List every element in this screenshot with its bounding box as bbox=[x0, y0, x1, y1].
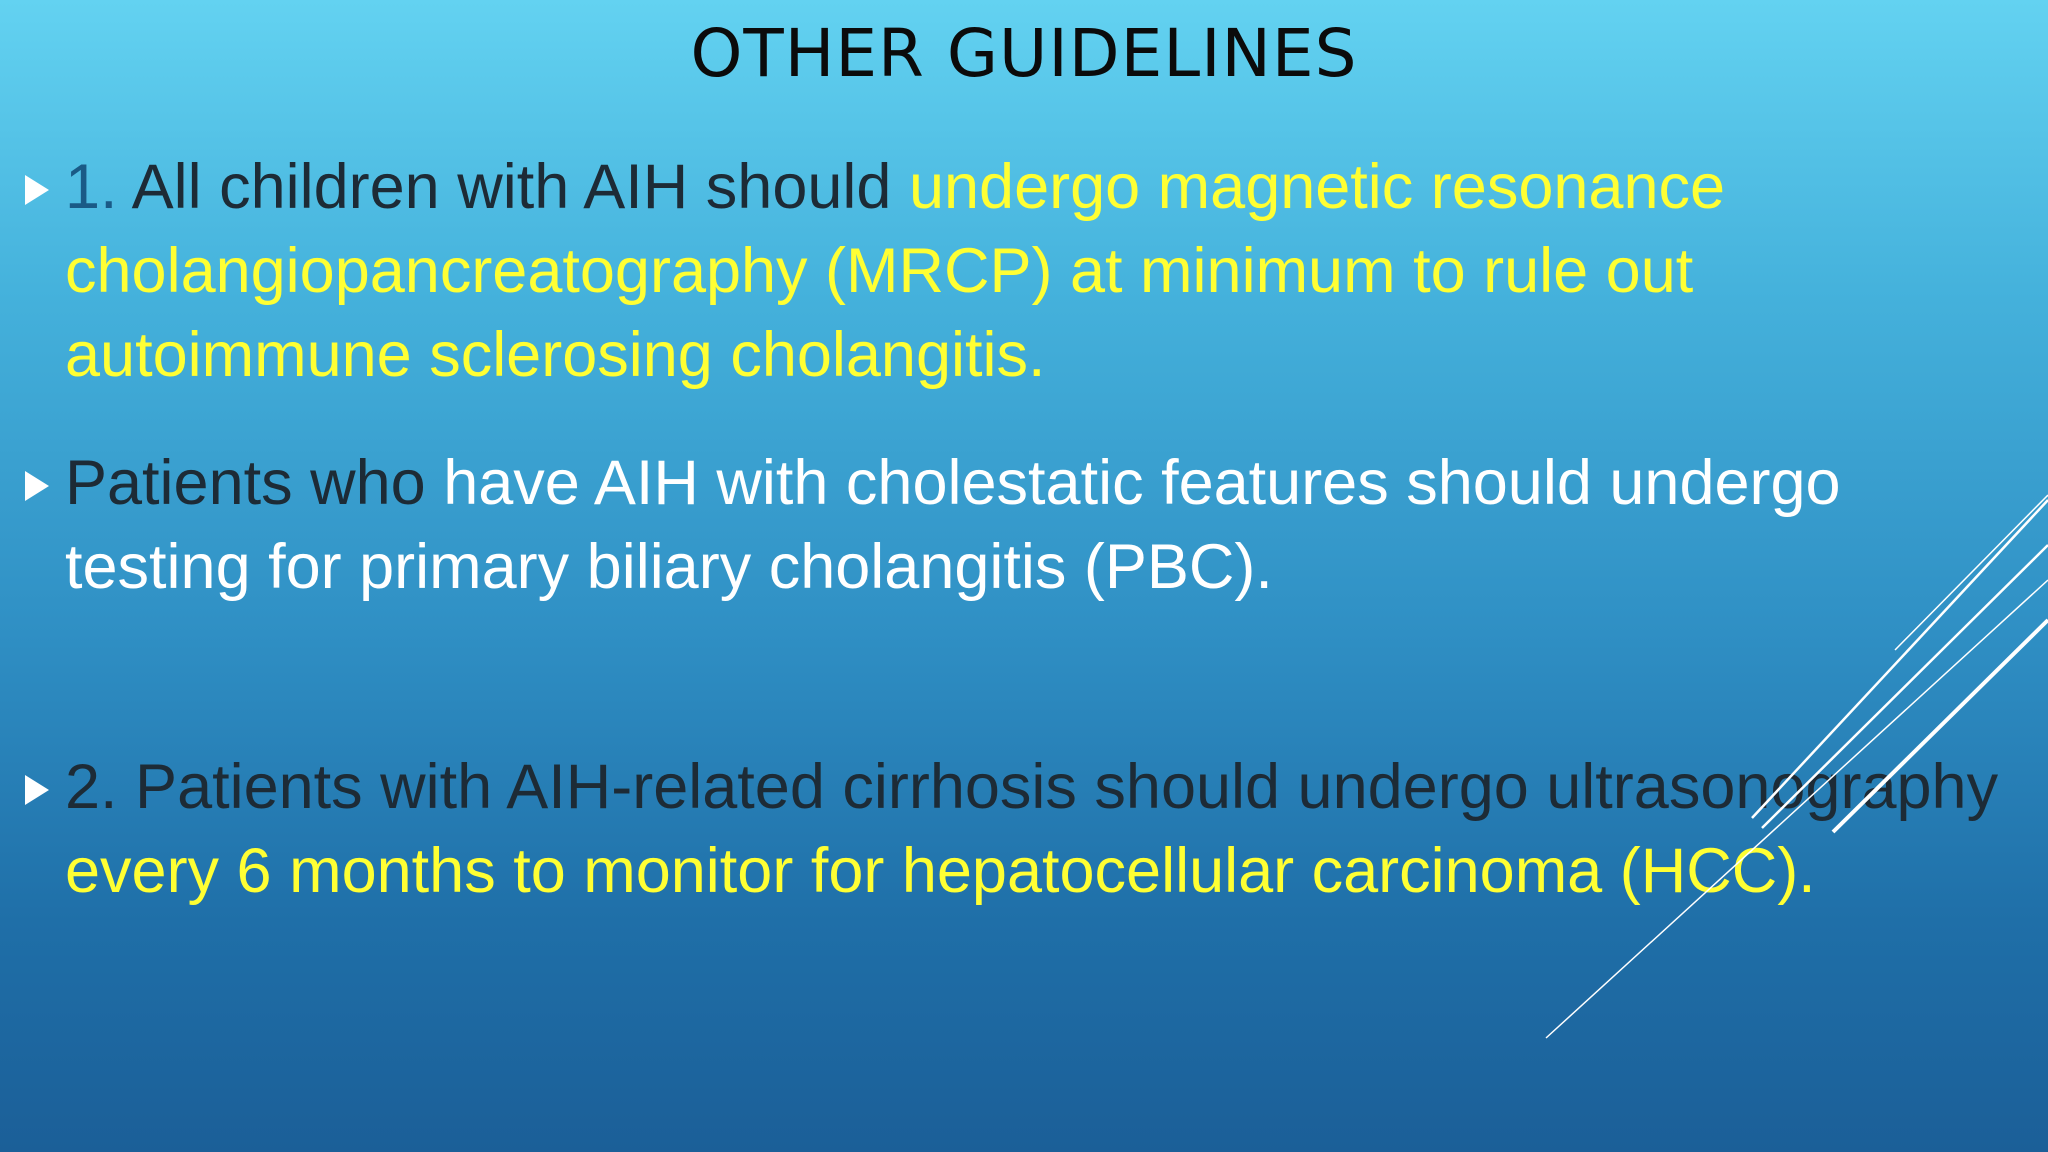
bullet-text: Patients who bbox=[65, 448, 444, 518]
bullet-item-3 bbox=[65, 745, 2005, 913]
bullet-highlight-text: every 6 months to monitor for hepatocellular carcinoma (HCC). bbox=[65, 836, 1816, 906]
bullet-highlight-text: undergo magnetic resonance cholangiopancreatography (MRCP) at minimum to rule out autoimmune sclerosing cholangitis. bbox=[65, 152, 1726, 390]
triangle-bullet-icon bbox=[25, 471, 49, 501]
triangle-bullet-icon bbox=[25, 775, 49, 805]
triangle-bullet-icon bbox=[25, 175, 49, 205]
bullet-item-1 bbox=[65, 145, 2005, 397]
bullet-white-text: have AIH with cholestatic features should undergo testing for primary biliary cholangitis (PBC). bbox=[65, 448, 1841, 602]
bullet-text: All children with AIH should bbox=[117, 152, 909, 222]
slide-title: OTHER GUIDELINES bbox=[690, 15, 1358, 92]
bullet-number: 1. bbox=[65, 152, 118, 222]
bullet-item-2 bbox=[65, 441, 2005, 609]
bullet-text: 2. Patients with AIH-related cirrhosis should undergo ultrasonography bbox=[65, 752, 1999, 822]
